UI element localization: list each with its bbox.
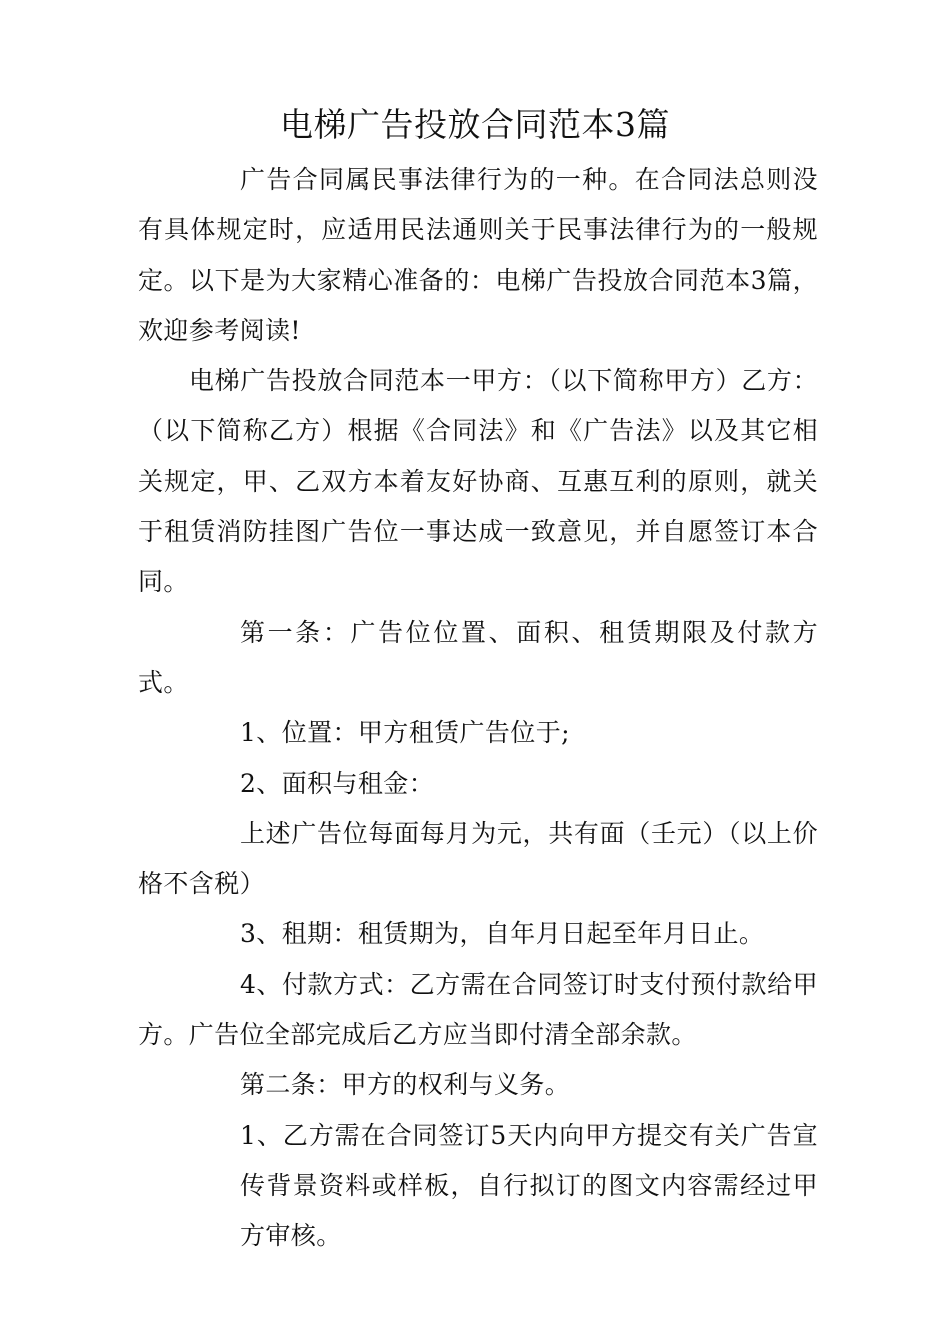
clause-lease-term: 3、租期：租赁期为，自年月日起至年月日止。 [240,919,765,949]
article-two-heading: 第二条：甲方的权利与义务。 [240,1070,571,1100]
document-body [138,155,818,1262]
document-title: 电梯广告投放合同范本3篇 [280,105,670,144]
clause-location: 1、位置：甲方租赁广告位于; [240,718,570,748]
clause-materials-submission: 1、乙方需在合同签订5天内向甲方提交有关广告宣传背景资料或样板，自行拟订的图文内容需经过甲方审核。 [240,1120,818,1251]
clause-payment-method: 4、付款方式：乙方需在合同签订时支付预付款给甲方。广告位全部完成后乙方应当即付清全部余款。 [138,969,818,1050]
contract-preamble-paragraph: 电梯广告投放合同范本一甲方：（以下简称甲方）乙方：（以下简称乙方）根据《合同法》和《广告法》以及其它相关规定，甲、乙双方本着友好协商、互惠互利的原则，就关于租赁消防挂图广告位一事达成一致意见，并自愿签订本合同。 [138,366,818,597]
clause-area-rent: 2、面积与租金： [240,768,435,798]
article-one-heading: 第一条：广告位位置、面积、租赁期限及付款方式。 [138,617,818,697]
intro-paragraph: 广告合同属民事法律行为的一种。在合同法总则没有具体规定时，应适用民法通则关于民事法律行为的一般规定。以下是为大家精心准备的：电梯广告投放合同范本3篇，欢迎参考阅读! [138,165,818,345]
clause-price-detail: 上述广告位每面每月为元，共有面（壬元）（以上价格不含税） [138,818,818,899]
